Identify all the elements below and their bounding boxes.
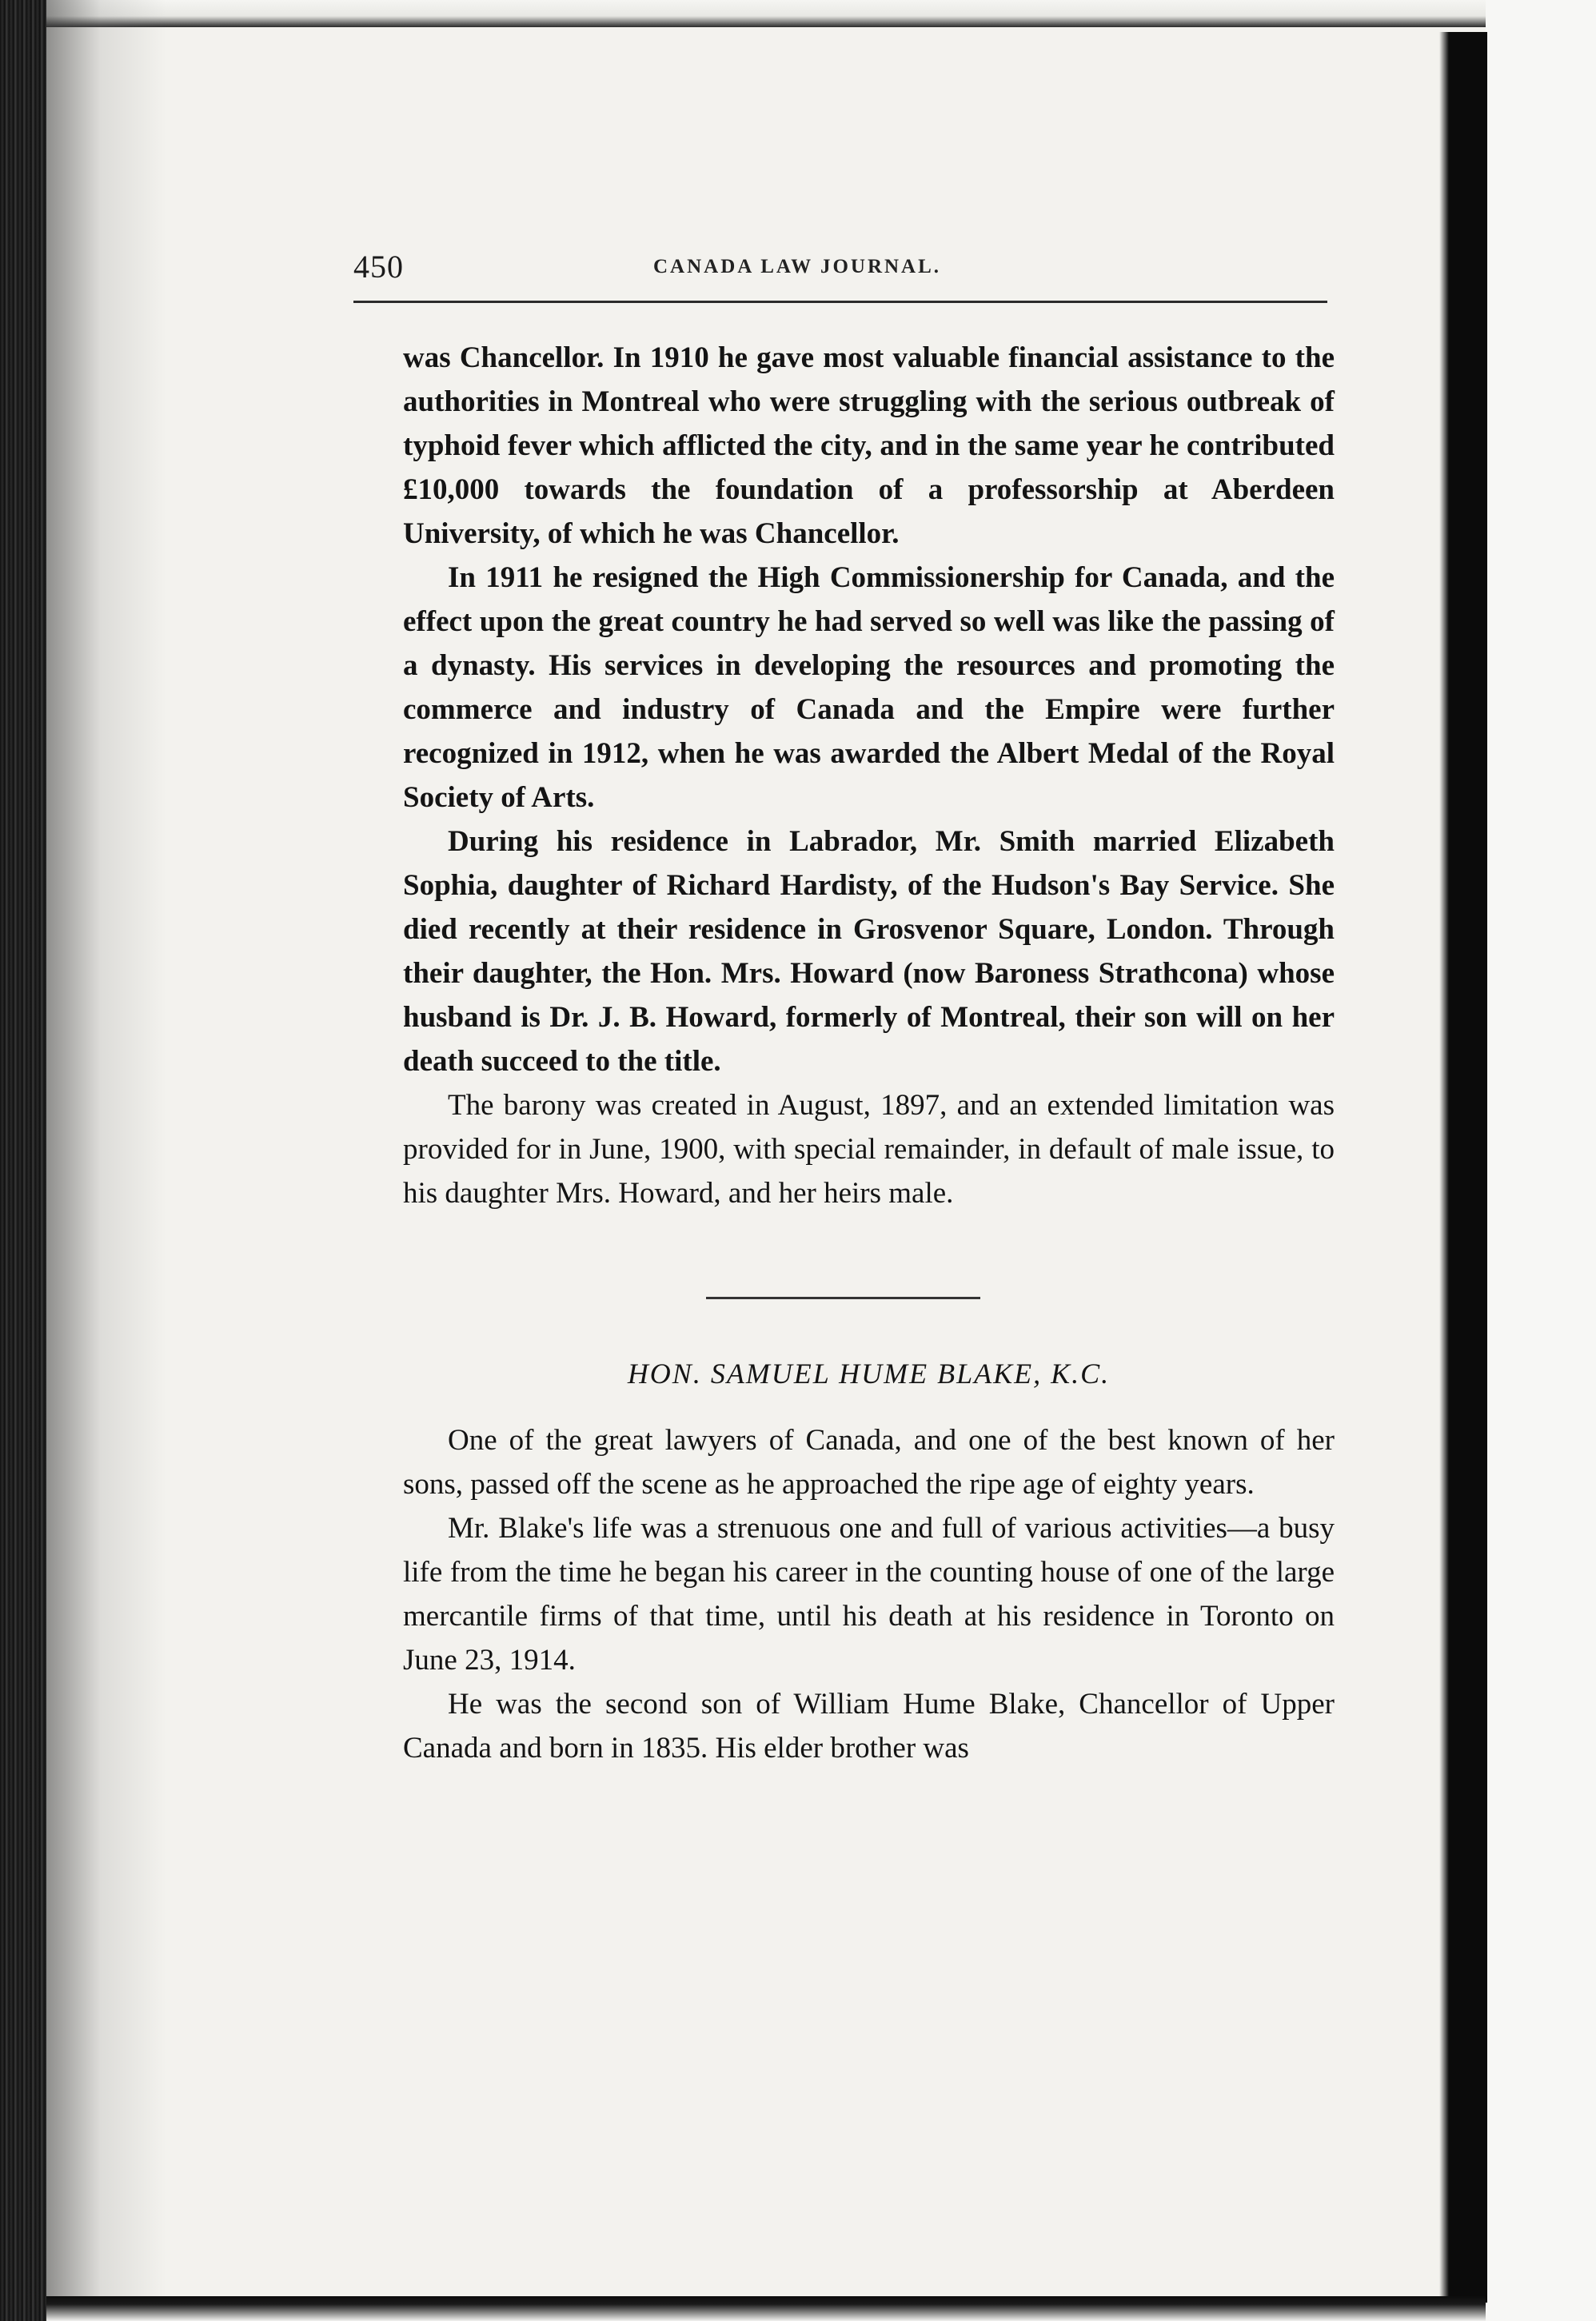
section-divider <box>706 1297 980 1299</box>
paragraph-continued: was Chancellor. In 1910 he gave most valuable financial assistance to the authorities in Montreal who were struggling with the serious outbreak of typhoid fever which afflicted the city, and in the same year he contributed £10,000 towards the foundation of a professorship at Aberdeen University, of which he was Chancellor. <box>403 341 1335 550</box>
scan-right-edge <box>1439 32 1487 2303</box>
header-rule <box>353 301 1327 303</box>
body-text <box>403 336 1335 1770</box>
scan-right-margin <box>1486 0 1596 2321</box>
paragraph: In 1911 he resigned the High Commissionership for Canada, and the effect upon the great country he had served so well was like the passing of a dynasty. His services in developing the resources and promoting the commerce and industry of Canada and the Empire were further recognized in 1912, when he was awarded the Albert Medal of the Royal Society of Arts. <box>403 561 1335 814</box>
scan-binding-edge <box>0 0 46 2321</box>
scan-bottom-edge <box>46 2296 1486 2321</box>
page-header <box>353 248 1329 320</box>
paragraph: Mr. Blake's life was a strenuous one and full of various activities—a busy life from the time he began his career in the counting house of one of the large mercantile firms of that time, until his death at his residence in Toronto on June 23, 1914. <box>403 1512 1335 1677</box>
paragraph: He was the second son of William Hume Blake, Chancellor of Upper Canada and born in 1835. His elder brother was <box>403 1688 1335 1765</box>
paragraph: During his residence in Labrador, Mr. Smith married Elizabeth Sophia, daughter of Richard Hardisty, of the Hudson's Bay Service. She died recently at their residence in Grosvenor Square, London. Through their daughter, the Hon. Mrs. Howard (now Baroness Strathcona) whose husband is Dr. J. B. Howard, formerly of Montreal, their son will on her death succeed to the title. <box>403 825 1335 1078</box>
running-head: CANADA LAW JOURNAL. <box>653 256 942 277</box>
paragraph: The barony was created in August, 1897, and an extended limitation was provided for in June, 1900, with special remainder, in default of male issue, to his daughter Mrs. Howard, and her heirs male. <box>403 1089 1335 1210</box>
scan-top-edge <box>46 0 1486 27</box>
page-number: 450 <box>353 249 404 285</box>
paragraph: One of the great lawyers of Canada, and one of the best known of her sons, passed off the scene as he approached the ripe age of eighty years. <box>403 1424 1335 1501</box>
section-title: HON. SAMUEL HUME BLAKE, K.C. <box>627 1358 1111 1390</box>
